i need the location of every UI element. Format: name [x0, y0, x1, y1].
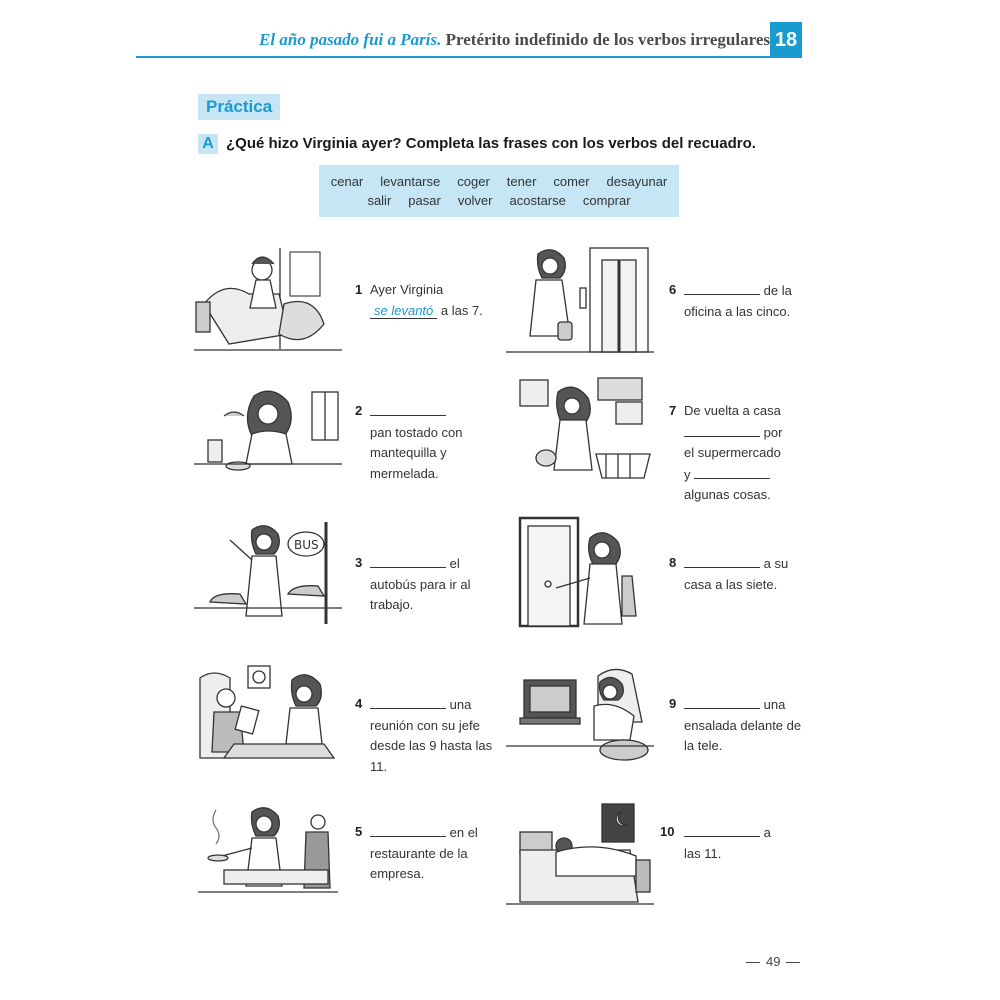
page-number [746, 954, 800, 969]
header-rule [136, 56, 800, 58]
woman-waving-at-bus-stop-icon [194, 516, 342, 628]
item-number: 9 [669, 696, 677, 711]
item-text: en el [449, 825, 478, 840]
answer-blank[interactable] [684, 280, 760, 295]
restaurant-lunch-icon [194, 800, 342, 912]
item-text: restaurante de la [370, 845, 468, 861]
woman-sleeping-in-bed-icon [506, 800, 654, 912]
woman-opening-home-door-icon [506, 516, 654, 628]
woman-leaving-office-elevator-icon [506, 244, 654, 356]
sentence-item-7 [669, 401, 814, 506]
answer-blank[interactable] [370, 401, 446, 416]
chapter-title-rest: Pretérito indefinido de los verbos irregulares [441, 30, 770, 49]
woman-having-breakfast-icon [194, 386, 342, 498]
item-text: a su [763, 556, 789, 571]
item-text: y [684, 466, 691, 482]
bus-sign-label: BUS [294, 538, 319, 552]
sentence-item-1 [355, 280, 500, 321]
item-text: pan tostado con [370, 424, 463, 440]
running-header [136, 30, 770, 58]
item-text: reunión con su jefe [370, 717, 480, 733]
verb-word: comer [553, 174, 590, 189]
item-text: oficina a las cinco. [684, 303, 791, 319]
item-text: mantequilla y [370, 445, 447, 460]
answer-blank[interactable] [684, 422, 760, 437]
item-text: autobús para ir al [370, 576, 471, 592]
answer-blank[interactable] [694, 464, 770, 479]
item-number: 2 [355, 403, 363, 418]
office-meeting-with-boss-icon [194, 660, 342, 772]
sentence-item-3 [355, 553, 500, 616]
chapter-title-italic: El año pasado fui a París. [259, 30, 442, 49]
verb-box [319, 165, 679, 217]
answer-blank[interactable] [684, 822, 760, 837]
verb-word: salir [367, 193, 392, 208]
item-text: ensalada delante de [684, 717, 802, 733]
answer-blank[interactable] [370, 694, 446, 709]
item-text: una [449, 697, 472, 712]
sentence-item-5 [355, 822, 500, 885]
exercise-letter: A [198, 134, 218, 154]
chapter-title [259, 30, 770, 49]
sentence-item-2 [355, 401, 500, 484]
section-label: Práctica [198, 94, 280, 120]
answer-blank[interactable] [370, 822, 446, 837]
item-number: 3 [355, 555, 363, 570]
verb-word: tener [506, 174, 537, 189]
sentence-item-10 [660, 822, 814, 864]
item-text: Ayer Virginia [370, 282, 444, 297]
page-number-dash [786, 961, 800, 963]
sentence-item-9 [669, 694, 814, 757]
item-text: algunas cosas. [684, 487, 771, 502]
sentence-item-6 [669, 280, 814, 322]
item-text: el [449, 556, 460, 571]
verb-row-2 [367, 193, 630, 208]
exercise-instruction: ¿Qué hizo Virginia ayer? Completa las frases con los verbos del recuadro. [226, 135, 756, 152]
item-number: 10 [660, 824, 675, 839]
verb-word: acostarse [509, 193, 566, 208]
answer-blank[interactable] [370, 553, 446, 568]
verb-word: coger [457, 174, 490, 189]
item-text: trabajo. [370, 597, 414, 612]
item-text: mermelada. [370, 465, 439, 481]
verb-word: cenar [330, 174, 364, 189]
item-text: desde las 9 hasta las [370, 738, 493, 753]
item-number: 1 [355, 282, 363, 297]
verb-row-1 [331, 174, 668, 189]
verb-word: pasar [408, 193, 441, 208]
item-text: a [763, 825, 771, 840]
item-text: empresa. [370, 866, 425, 881]
item-number: 6 [669, 282, 677, 297]
sentence-item-8 [669, 553, 814, 595]
item-number: 5 [355, 824, 363, 839]
item-text: una [763, 697, 786, 712]
item-text: 11. [370, 758, 388, 774]
sentence-item-4 [355, 694, 500, 777]
item-text: de la [763, 283, 792, 298]
woman-waking-up-in-bed-icon [194, 244, 342, 356]
page-number-dash [746, 961, 760, 963]
item-number: 7 [669, 403, 677, 418]
item-text: casa a las siete. [684, 576, 778, 592]
item-text: por [763, 424, 783, 440]
item-text: las 11. [684, 845, 722, 861]
verb-word: volver [457, 193, 493, 208]
answer-blank[interactable] [684, 553, 760, 568]
item-text: la tele. [684, 738, 723, 753]
unit-number-badge: 18 [770, 22, 802, 58]
answer-field[interactable]: se levantó [370, 303, 437, 319]
page-number-value: 49 [766, 954, 781, 969]
item-text: a las 7. [440, 302, 483, 318]
answer-blank[interactable] [684, 694, 760, 709]
woman-shopping-supermarket-icon [506, 374, 654, 486]
verb-word: comprar [582, 193, 631, 208]
woman-eating-salad-watching-tv-icon [506, 660, 654, 772]
verb-word: levantarse [380, 174, 441, 189]
item-text: el supermercado [684, 445, 781, 460]
item-number: 8 [669, 555, 677, 570]
item-number: 4 [355, 696, 363, 711]
item-text: De vuelta a casa [684, 403, 781, 418]
verb-word: desayunar [606, 174, 668, 189]
